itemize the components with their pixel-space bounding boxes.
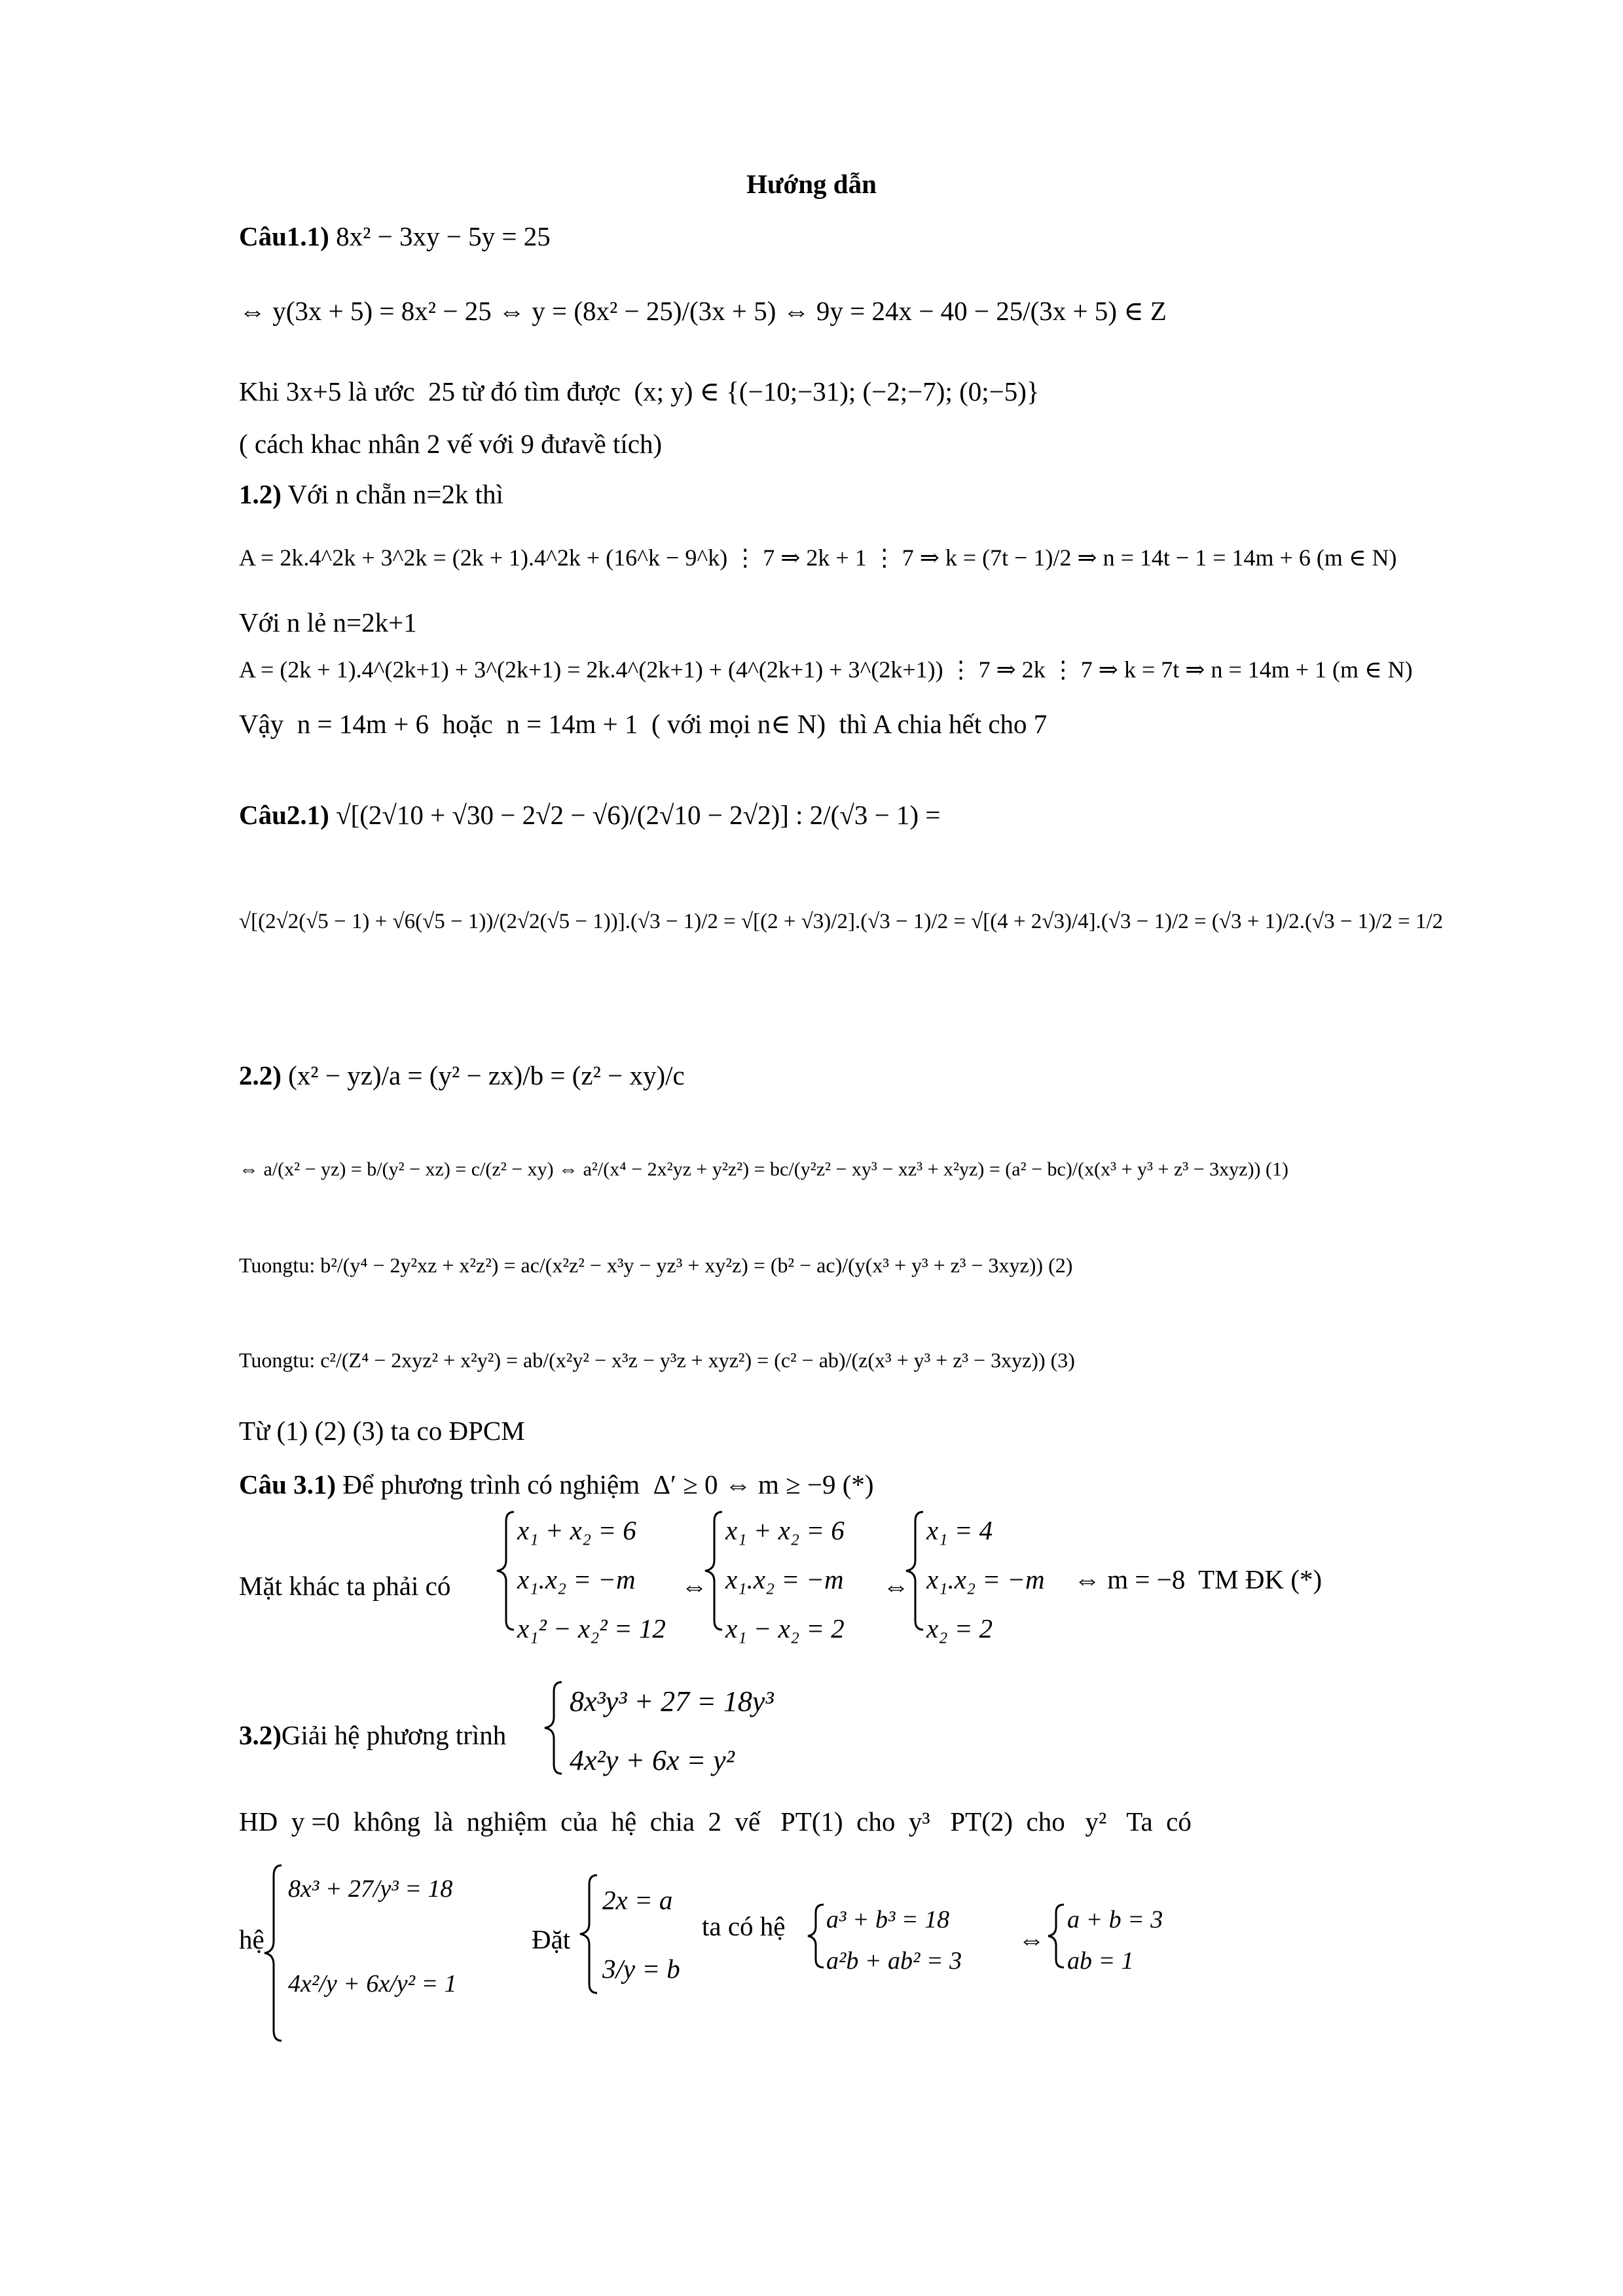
q32-lead: Giải hệ phương trình — [281, 1720, 507, 1750]
brace-final-system — [1048, 1905, 1064, 1967]
q32-dat-l1: 2x = a — [602, 1885, 673, 1915]
q22-step1: ⇔ a/(x² − yz) = b/(y² − xz) = c/(z² − xy) ⇔ a²/(x⁴ − 2x²yz + y²z²) = bc/(y²z² − xy³ − xz³ + x²yz) = (a² − bc)/(x(x³ + y³ + z³ − 3xyz)) (1) — [239, 1158, 1288, 1180]
q32-equiv: ⇔ — [1018, 1924, 1045, 1954]
brace-ab-system — [808, 1905, 824, 1967]
q32-he-label: hệ — [239, 1924, 264, 1954]
brace-q32-system — [545, 1682, 562, 1774]
q31-s1-l3: x₁² − x₂² = 12 — [517, 1613, 666, 1643]
q1-note: ( cách khac nhân 2 vế với 9 đưavề tích) — [239, 429, 663, 459]
q32-sys-l1: 8x³y³ + 27 = 18y³ — [570, 1685, 774, 1717]
q12-odd-case: Với n lẻ n=2k+1 — [239, 607, 417, 637]
q21-steps: √[(2√2(√5 − 1) + √6(√5 − 1))/(2√2(√5 − 1))].(√3 − 1)/2 = √[(2 + √3)/2].(√3 − 1)/2 = √[(4 + 2√3)/4].(√3 − 1)/2 = (√3 + 1)/2.(√3 − 1)/2 = 1/2 — [239, 910, 1444, 933]
q32-label: 3.2) — [239, 1720, 282, 1750]
q32-he-l2: 4x²/y + 6x/y² = 1 — [288, 1970, 457, 1998]
q22-step3: Tuongtu: c²/(Z⁴ − 2xyz² + x²y²) = ab/(x²y² − x³z − y³z + xyz²) = (c² − ab)/(z(x³ + y³ + z³ − 3xyz)) (3) — [239, 1348, 1075, 1372]
q31-equiv2: ⇔ — [883, 1571, 909, 1601]
brace-dat-system — [580, 1875, 597, 1993]
q22-step2: Tuongtu: b²/(y⁴ − 2y²xz + x²z²) = ac/(x²z² − x³y − yz³ + xy²z) = (b² − ac)/(y(x³ + y³ + z³ − 3xyz)) (2) — [239, 1253, 1073, 1277]
q31-s3-l1: x₁ = 4 — [926, 1515, 993, 1545]
q31-equiv1: ⇔ — [681, 1571, 708, 1601]
q31-s3-l3: x₂ = 2 — [926, 1613, 993, 1643]
q31-result: ⇔ m = −8 TM ĐK (*) — [1074, 1564, 1322, 1594]
q12-conclusion: Vậy n = 14m + 6 hoặc n = 14m + 1 ( với mọi n∈ N) thì A chia hết cho 7 — [239, 709, 1048, 739]
q1-step: ⇔ y(3x + 5) = 8x² − 25 ⇔ y = (8x² − 25)/(3x + 5) ⇔ 9y = 24x − 40 − 25/(3x + 5) ∈ Z — [239, 296, 1167, 326]
q32-dat-l2: 3/y = b — [602, 1954, 680, 1984]
q31-s1-l1: x₁ + x₂ = 6 — [517, 1515, 636, 1545]
brace-he-system — [264, 1865, 282, 2041]
q32-heading — [239, 1720, 506, 1751]
q32-he-l1: 8x³ + 27/y³ = 18 — [288, 1875, 453, 1903]
q31-lead: Mặt khác ta phải có — [239, 1571, 451, 1601]
q31-s2-l3: x₁ − x₂ = 2 — [725, 1613, 845, 1643]
q22-label: 2.2) — [239, 1060, 282, 1090]
q32-hint: HD y =0 không là nghiệm của hệ chia 2 vế PT(1) cho y³ PT(2) cho y² Ta có — [239, 1806, 1192, 1837]
q12-odd-expr: A = (2k + 1).4^(2k+1) + 3^(2k+1) = 2k.4^(2k+1) + (4^(2k+1) + 3^(2k+1)) ⋮ 7 ⇒ 2k ⋮ 7 ⇒ k = 7t ⇒ n = 14m + 1 (m ∈ N) — [239, 656, 1413, 683]
q12-even-case: Với n chẵn n=2k thì — [287, 479, 503, 509]
q32-final-l2: ab = 1 — [1067, 1947, 1134, 1975]
q1-result: Khi 3x+5 là ước 25 từ đó tìm được (x; y) ∈ {(−10;−31); (−2;−7); (0;−5)} — [239, 376, 1040, 406]
q12-even-expr: A = 2k.4^2k + 3^2k = (2k + 1).4^2k + (16^k − 9^k) ⋮ 7 ⇒ 2k + 1 ⋮ 7 ⇒ k = (7t − 1)/2 ⇒ n = 14t − 1 = 14m + 6 (m ∈ N) — [239, 545, 1397, 571]
q12-label: 1.2) — [239, 479, 282, 509]
q31-condition: Để phương trình có nghiệm Δ′ ≥ 0 ⇔ m ≥ −9 (*) — [342, 1469, 874, 1499]
q31-label: Câu 3.1) — [239, 1469, 337, 1499]
q21-label: Câu2.1) — [239, 800, 329, 830]
q31-s2-l1: x₁ + x₂ = 6 — [725, 1515, 845, 1545]
q1-equation: 8x² − 3xy − 5y = 25 — [336, 221, 551, 251]
q22-given: (x² − yz)/a = (y² − zx)/b = (z² − xy)/c — [288, 1060, 685, 1090]
q32-ab-l2: a²b + ab² = 3 — [826, 1947, 962, 1975]
q32-dat-label: Đặt — [532, 1924, 571, 1954]
brace-system1 — [497, 1512, 514, 1630]
q31-s1-l2: x₁.x₂ = −m — [517, 1564, 636, 1594]
q32-final-l1: a + b = 3 — [1067, 1906, 1163, 1933]
q22-conclusion: Từ (1) (2) (3) ta co ĐPCM — [239, 1416, 525, 1446]
page-title: Hướng dẫn — [746, 169, 877, 199]
q1-label: Câu1.1) — [239, 221, 329, 251]
q31-s3-l2: x₁.x₂ = −m — [926, 1564, 1045, 1594]
q31-s2-l2: x₁.x₂ = −m — [725, 1564, 844, 1594]
q32-sys-l2: 4x²y + 6x = y² — [570, 1744, 735, 1776]
q32-ab-l1: a³ + b³ = 18 — [826, 1906, 950, 1933]
q32-taco: ta có hệ — [702, 1911, 786, 1941]
q21-expr: √[(2√10 + √30 − 2√2 − √6)/(2√10 − 2√2)] : 2/(√3 − 1) = — [336, 800, 941, 830]
